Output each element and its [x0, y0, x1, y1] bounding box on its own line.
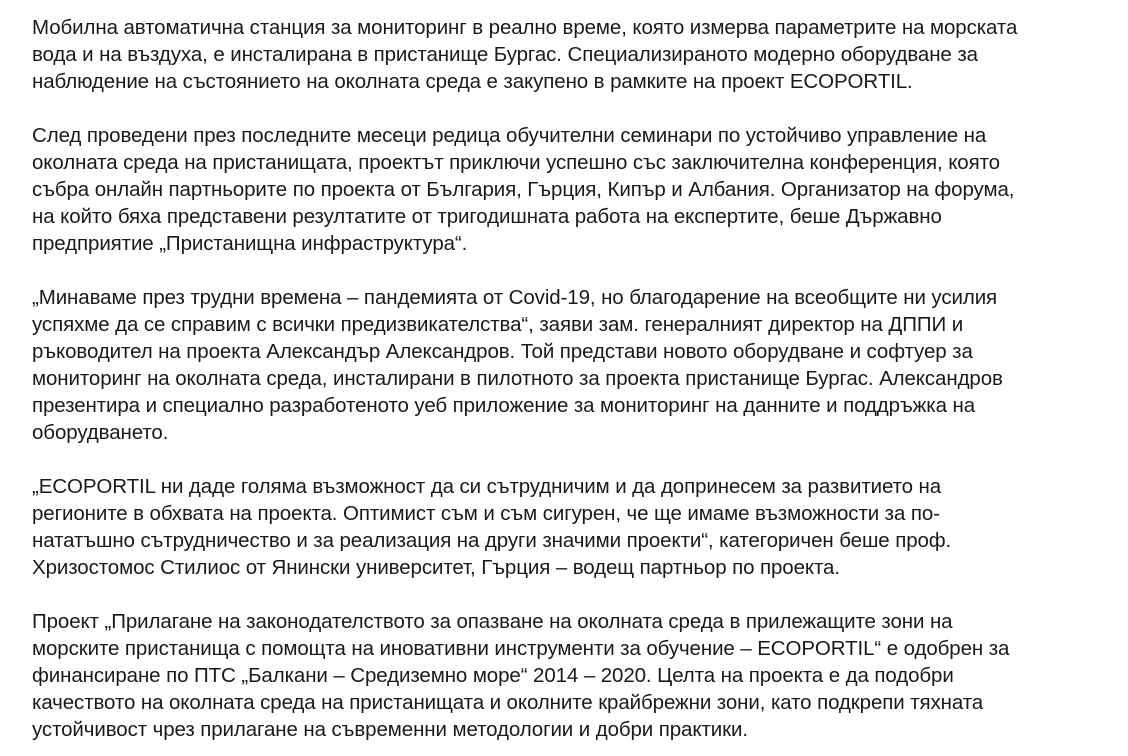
text-line: наблюдение на състоянието на околната среда е закупено в рамките на проект ECOPORTIL.	[32, 70, 913, 93]
text-line: качеството на околната среда на пристанищата и околните крайбрежни зони, като подкрепи тяхната	[32, 691, 984, 714]
paragraph-quote-director	[32, 284, 1112, 446]
paragraph-station	[32, 14, 1112, 95]
text-line: Проект „Прилагане на законодателството за опазване на околната среда в прилежащите зони на	[32, 610, 953, 633]
text-line: След проведени през последните месеци редица обучителни семинари по устойчиво управление на	[32, 124, 987, 147]
text-line: събра онлайн партньорите по проекта от България, Гърция, Кипър и Албания. Организатор на форума,	[32, 178, 1015, 201]
text-line: регионите в обхвата на проекта. Оптимист съм и съм сигурен, че ще имаме възможности за по-	[32, 502, 940, 525]
text-line: финансиране по ПТС „Балкани – Средиземно море“ 2014 – 2020. Целта на проекта е да подобри	[32, 664, 954, 687]
text-line: „ECOPORTIL ни даде голяма възможност да си сътрудничим и да допринесем за развитието на	[32, 475, 942, 498]
text-line: оборудването.	[32, 421, 169, 444]
text-line: на който бяха представени резултатите от тригодишната работа на експертите, беше Държавно	[32, 205, 942, 228]
text-line: ръководител на проекта Александър Александров. Той представи новото оборудване и софтуер за	[32, 340, 973, 363]
article-body	[32, 14, 1112, 743]
text-line: Мобилна автоматична станция за мониторинг в реално време, която измерва параметрите на морската	[32, 16, 1018, 39]
paragraph-quote-professor	[32, 473, 1112, 581]
text-line: устойчивост чрез прилагане на съвременни методологии и добри практики.	[32, 718, 748, 741]
text-line: предприятие „Пристанищна инфраструктура“.	[32, 232, 468, 255]
text-line: нататъшно сътрудничество и за реализация на други значими проекти“, категоричен беше проф.	[32, 529, 952, 552]
text-line: мониторинг на околната среда, инсталирани в пилотното за проекта пристанище Бургас. Александров	[32, 367, 1003, 390]
text-line: успяхме да се справим с всички предизвикателства“, заяви зам. генералният директор на ДППИ и	[32, 313, 964, 336]
text-line: „Минаваме през трудни времена – пандемията от Covid-19, но благодарение на всеобщите ни усилия	[32, 286, 998, 309]
text-line: вода и на въздуха, е инсталирана в пристанище Бургас. Специализираното модерно оборудване за	[32, 43, 978, 66]
text-line: Хризостомос Стилиос от Янински университет, Гърция – водещ партньор по проекта.	[32, 556, 840, 579]
paragraph-conference	[32, 122, 1112, 257]
text-line: околната среда на пристанищата, проектът приключи успешно със заключителна конференция, която	[32, 151, 1000, 174]
text-line: презентира и специално разработеното уеб приложение за мониторинг на данните и поддръжка на	[32, 394, 976, 417]
text-line: морските пристанища с помощта на иновативни инструменти за обучение – ECOPORTIL“ е одобрен за	[32, 637, 1010, 660]
paragraph-project-info	[32, 608, 1112, 743]
